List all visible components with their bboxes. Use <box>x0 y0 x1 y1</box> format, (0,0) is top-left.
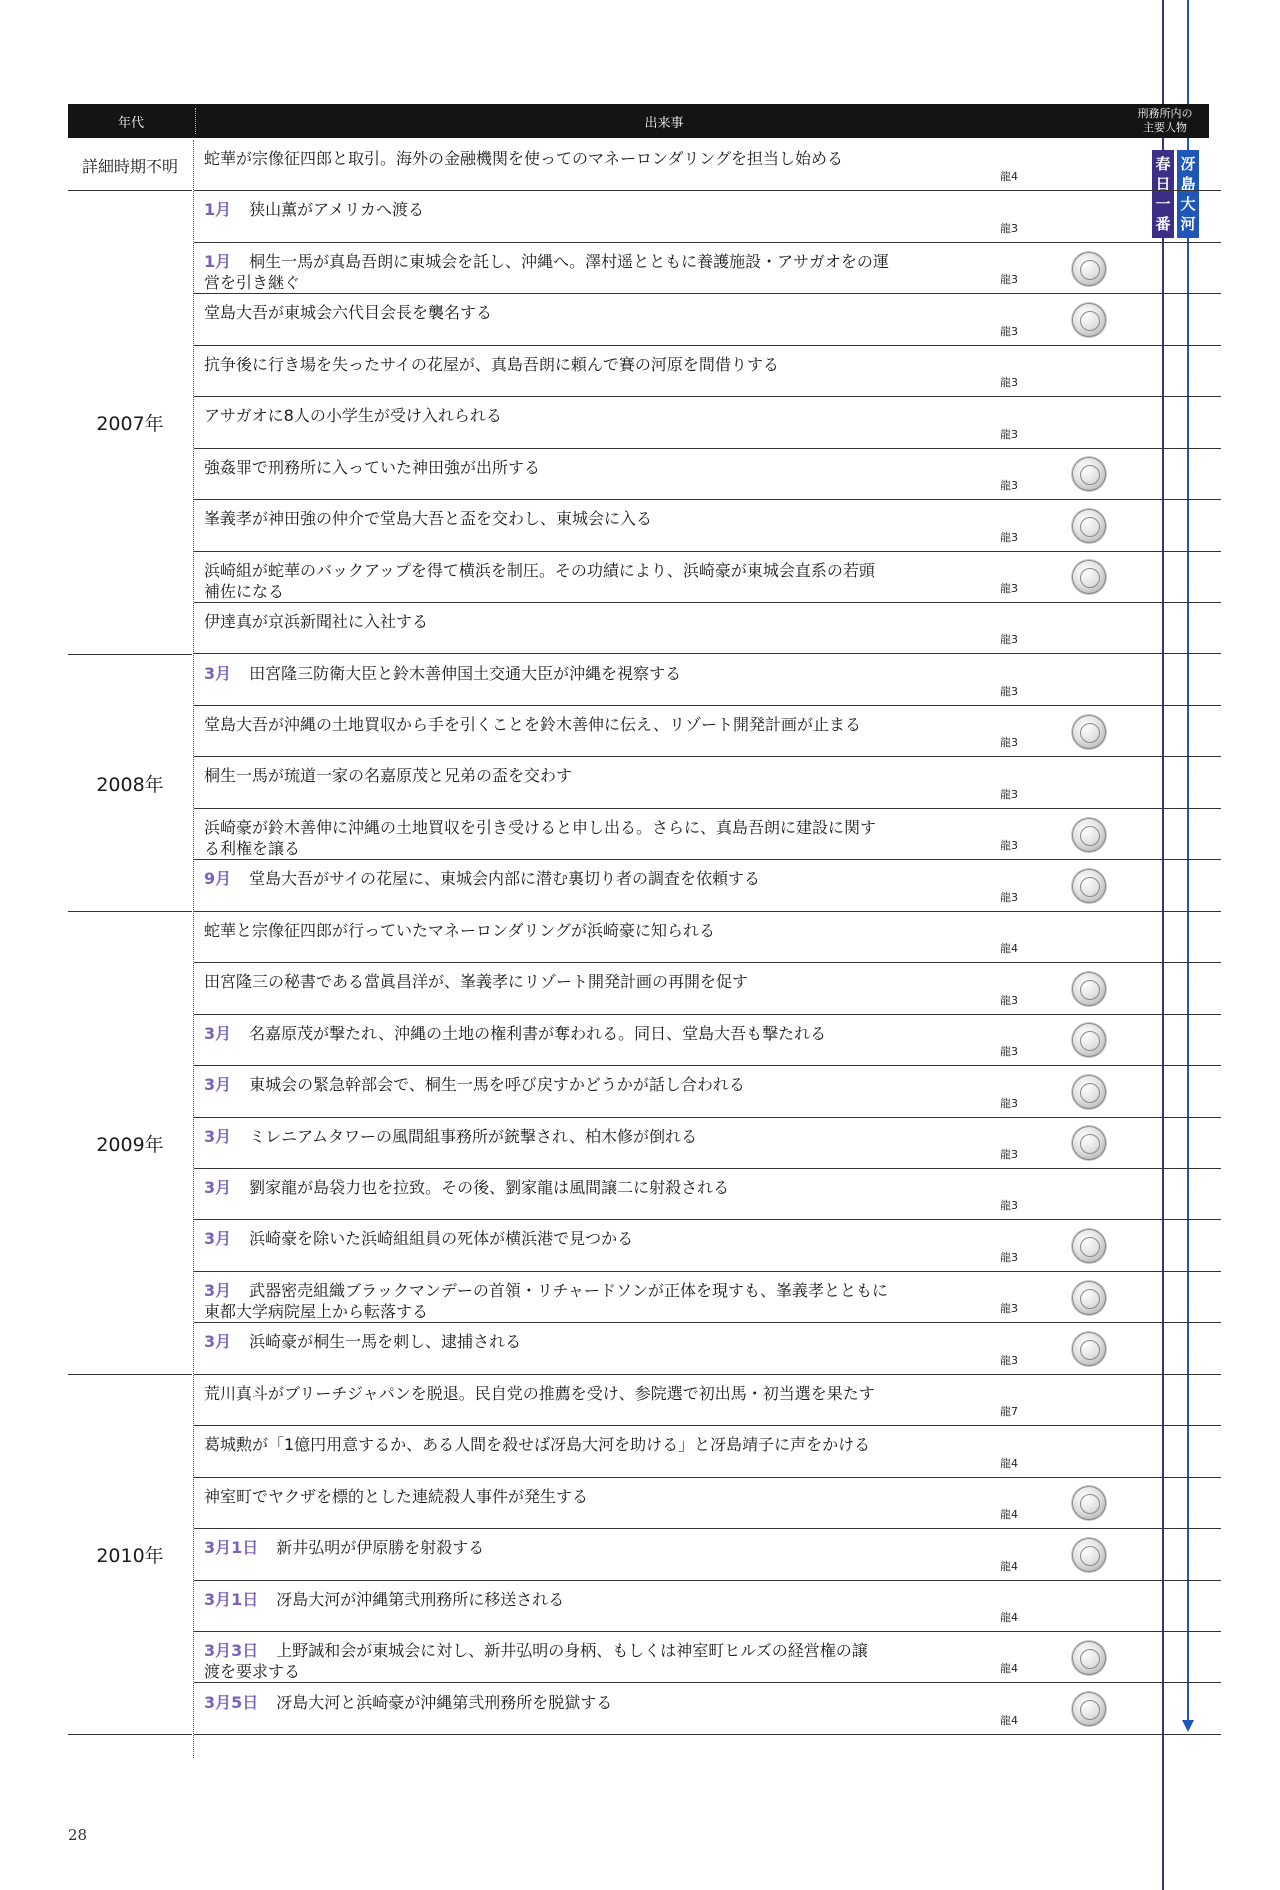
event-description: 蛇華が宗像征四郎と取引。海外の金融機関を使ってのマネーロンダリングを担当し始める <box>204 149 844 168</box>
table-row <box>194 243 1221 294</box>
event-month: 3月 <box>204 1023 232 1043</box>
event-description: アサガオに8人の小学生が受け入れられる <box>204 406 502 426</box>
event-text <box>204 199 971 220</box>
crest-icon <box>1072 715 1106 749</box>
table-row <box>194 294 1221 345</box>
event-text <box>204 508 971 529</box>
table-row <box>194 1118 1221 1169</box>
crest-icon <box>1072 457 1106 491</box>
person-char: 河 <box>1180 215 1196 233</box>
header-year-label: 年代 <box>117 115 144 131</box>
event-description: 蛇華と宗像征四郎が行っていたマネーロンダリングが浜崎豪に知られる <box>204 920 716 940</box>
event-description: 浜崎豪が鈴木善伸に沖縄の土地買収を引き受けると申し出る。さらに、真島吾朗に建設に関す る利権を譲る <box>204 817 877 858</box>
event-text <box>204 1331 971 1352</box>
source-ref: 龍3 <box>1000 1147 1018 1161</box>
event-description: 劉家龍が島袋力也を拉致。その後、劉家龍は風間譲二に射殺される <box>249 1178 730 1197</box>
crest-icon <box>1072 818 1106 852</box>
source-ref: 龍3 <box>1000 1353 1018 1367</box>
event-text <box>204 1023 971 1044</box>
person-char: 春 <box>1155 155 1171 173</box>
table-row <box>194 1375 1221 1426</box>
event-text <box>204 251 971 293</box>
event-description: 東城会の緊急幹部会で、桐生一馬を呼び戻すかどうかが話し合われる <box>249 1075 745 1095</box>
table-row <box>194 1632 1221 1683</box>
source-ref: 龍3 <box>1000 479 1018 493</box>
source-ref: 龍4 <box>1000 1456 1018 1470</box>
event-text <box>204 1692 971 1713</box>
source-ref: 龍3 <box>1000 684 1018 698</box>
event-text <box>204 148 971 169</box>
crest-icon <box>1072 1023 1106 1057</box>
event-description: 葛城勲が「1億円用意するか、ある人間を殺せば冴島大河を助ける」と冴島靖子に声をかける <box>204 1435 871 1455</box>
table-row <box>194 1529 1221 1580</box>
event-text <box>204 1074 971 1095</box>
event-description: 上野誠和会が東城会に対し、新井弘明の身柄、もしくは神室町ヒルズの経営権の譲 渡を要求する <box>204 1641 868 1682</box>
crest-icon <box>1072 1692 1106 1726</box>
event-month: 3月 <box>204 1229 232 1249</box>
crest-icon <box>1072 252 1106 286</box>
table-row <box>194 397 1221 448</box>
source-ref: 龍3 <box>1000 839 1018 853</box>
event-month: 3月1日 <box>204 1538 259 1558</box>
crest-icon <box>1072 1075 1106 1109</box>
event-month: 3月 <box>204 1075 232 1095</box>
event-description: 峯義孝が神田強の仲介で堂島大吾と盃を交わし、東城会に入る <box>204 509 653 529</box>
event-text <box>204 868 971 889</box>
source-ref: 龍3 <box>1000 993 1018 1007</box>
event-text <box>204 920 971 941</box>
event-month: 1月 <box>204 200 232 220</box>
event-text <box>204 817 971 859</box>
event-description: 神室町でヤクザを標的とした連続殺人事件が発生する <box>204 1486 589 1506</box>
event-description: 浜崎豪が桐生一馬を刺し、逮捕される <box>249 1332 522 1352</box>
header-persons-label <box>1121 104 1209 138</box>
event-text <box>204 1228 971 1249</box>
page-number: 28 <box>68 1826 88 1844</box>
event-text <box>204 560 971 602</box>
year-label: 2007年 <box>96 413 164 436</box>
event-text <box>204 1640 971 1682</box>
event-month: 1月 <box>204 251 232 271</box>
event-text <box>204 611 971 632</box>
event-description: 堂島大吾が東城会六代目会長を襲名する <box>204 303 493 323</box>
person-char: 島 <box>1180 175 1196 193</box>
event-text <box>204 1280 971 1322</box>
table-row <box>194 1015 1221 1066</box>
table-row <box>194 963 1221 1014</box>
event-description: 冴島大河が沖縄第弐刑務所に移送される <box>276 1589 565 1609</box>
source-ref: 龍3 <box>1000 1302 1018 1316</box>
table-row <box>194 912 1221 963</box>
event-description: 狭山薫がアメリカへ渡る <box>249 200 425 220</box>
table-row <box>194 1272 1221 1323</box>
crest-icon <box>1072 869 1106 903</box>
source-ref: 龍3 <box>1000 273 1018 287</box>
event-month: 3月 <box>204 1332 232 1352</box>
table-row <box>194 1220 1221 1271</box>
source-ref: 龍3 <box>1000 1096 1018 1110</box>
source-ref: 龍3 <box>1000 890 1018 904</box>
event-description: 田宮隆三の秘書である當眞昌洋が、峯義孝にリゾート開発計画の再開を促す <box>204 972 749 992</box>
source-ref: 龍3 <box>1000 1045 1018 1059</box>
event-description: 伊達真が京浜新聞社に入社する <box>204 612 429 632</box>
table-row <box>194 655 1221 706</box>
table-row <box>194 552 1221 603</box>
table-row <box>194 1684 1221 1735</box>
person-char: 番 <box>1155 215 1171 233</box>
event-text <box>204 354 971 375</box>
event-text <box>204 1486 971 1507</box>
table-row <box>194 1169 1221 1220</box>
source-ref: 龍4 <box>1000 1508 1018 1522</box>
source-ref: 龍3 <box>1000 787 1018 801</box>
event-month: 3月5日 <box>204 1692 259 1712</box>
event-text <box>204 1537 971 1558</box>
event-description: 堂島大吾がサイの花屋に、東城会内部に潜む裏切り者の調査を依頼する <box>249 869 761 889</box>
event-text <box>204 1434 971 1455</box>
source-ref: 龍3 <box>1000 221 1018 235</box>
event-description: 堂島大吾が沖縄の土地買収から手を引くことを鈴木善伸に伝え、リゾート開発計画が止まる <box>204 714 861 734</box>
source-ref: 龍3 <box>1000 530 1018 544</box>
source-ref: 龍3 <box>1000 736 1018 750</box>
source-ref: 龍4 <box>1000 1611 1018 1625</box>
event-month: 3月 <box>204 1280 232 1300</box>
event-description: 浜崎豪を除いた浜崎組組員の死体が横浜港で見つかる <box>249 1229 634 1249</box>
event-month: 3月 <box>204 1178 232 1197</box>
event-text <box>204 457 971 478</box>
crest-icon <box>1072 303 1106 337</box>
event-text <box>204 663 971 684</box>
event-text <box>204 302 971 323</box>
event-text <box>204 1383 971 1404</box>
event-month: 3月3日 <box>204 1641 259 1661</box>
event-month: 3月 <box>204 1126 232 1146</box>
event-text <box>204 971 971 992</box>
source-ref: 龍3 <box>1000 324 1018 338</box>
event-text <box>204 405 971 426</box>
table-row <box>194 757 1221 808</box>
table-header <box>68 104 1132 138</box>
person-char: 日 <box>1155 175 1171 193</box>
crest-icon <box>1072 509 1106 543</box>
source-ref: 龍4 <box>1000 1713 1018 1727</box>
year-label: 詳細時期不明 <box>81 157 178 177</box>
source-ref: 龍3 <box>1000 582 1018 596</box>
year-label: 2008年 <box>96 773 164 796</box>
header-event-label: 出来事 <box>644 115 684 131</box>
source-ref: 龍3 <box>1000 1199 1018 1213</box>
event-description: 冴島大河と浜崎豪が沖縄第弐刑務所を脱獄する <box>276 1692 613 1712</box>
table-row <box>194 1426 1221 1477</box>
event-text <box>204 765 971 786</box>
table-row <box>194 1323 1221 1374</box>
event-month: 3月1日 <box>204 1589 259 1609</box>
event-text <box>204 1589 971 1610</box>
table-row <box>194 191 1221 242</box>
event-description: 荒川真斗がブリーチジャパンを脱退。民自党の推薦を受け、参院選で初出馬・初当選を果たす <box>204 1383 875 1403</box>
event-text <box>204 1126 971 1147</box>
event-description: ミレニアムタワーの風間組事務所が銃撃され、柏木修が倒れる <box>249 1126 697 1146</box>
header-persons-line1: 刑務所内の <box>1137 107 1193 120</box>
event-description: 抗争後に行き場を失ったサイの花屋が、真島吾朗に頼んで賽の河原を間借りする <box>204 354 779 374</box>
source-ref: 龍3 <box>1000 376 1018 390</box>
table-row <box>194 860 1221 911</box>
table-row <box>194 603 1221 654</box>
event-description: 名嘉原茂が撃たれ、沖縄の土地の権利書が奪われる。同日、堂島大吾も撃たれる <box>249 1023 827 1043</box>
source-ref: 龍3 <box>1000 427 1018 441</box>
crest-icon <box>1072 1281 1106 1315</box>
year-label: 2009年 <box>96 1133 164 1156</box>
event-month: 9月 <box>204 869 232 889</box>
table-row <box>194 1478 1221 1529</box>
source-ref: 龍4 <box>1000 170 1018 184</box>
table-row <box>194 706 1221 757</box>
event-description: 桐生一馬が琉道一家の名嘉原茂と兄弟の盃を交わす <box>204 766 573 786</box>
event-text <box>204 714 971 735</box>
event-month: 3月 <box>204 663 232 683</box>
crest-icon <box>1072 1641 1106 1675</box>
person-char: 冴 <box>1180 155 1196 173</box>
source-ref: 龍7 <box>1000 1405 1018 1419</box>
source-ref: 龍3 <box>1000 633 1018 647</box>
event-description: 田宮隆三防衛大臣と鈴木善伸国土交通大臣が沖縄を視察する <box>249 663 682 683</box>
table-row <box>194 346 1221 397</box>
source-ref: 龍4 <box>1000 942 1018 956</box>
crest-icon <box>1072 1538 1106 1572</box>
crest-icon <box>1072 1229 1106 1263</box>
event-description: 強姦罪で刑務所に入っていた神田強が出所する <box>204 457 541 477</box>
source-ref: 龍4 <box>1000 1662 1018 1676</box>
table-row <box>194 809 1221 860</box>
crest-icon <box>1072 1126 1106 1160</box>
source-ref: 龍3 <box>1000 1250 1018 1264</box>
table-row <box>194 449 1221 500</box>
person-char: 大 <box>1180 195 1196 213</box>
event-description: 新井弘明が伊原勝を射殺する <box>276 1538 485 1558</box>
table-row <box>194 140 1221 191</box>
year-separator <box>68 1734 192 1735</box>
crest-icon <box>1072 972 1106 1006</box>
table-row <box>194 1581 1221 1632</box>
table-row <box>194 500 1221 551</box>
source-ref: 龍4 <box>1000 1559 1018 1573</box>
event-description: 桐生一馬が真島吾朗に東城会を託し、沖縄へ。澤村遥とともに養護施設・アサガオをの運 営を引き継ぐ <box>204 251 889 292</box>
event-description: 武器密売組織ブラックマンデーの首領・リチャードソンが正体を現すも、峯義孝とともに 東都大学病院屋上から転落する <box>204 1280 889 1321</box>
year-label: 2010年 <box>96 1545 164 1568</box>
crest-icon <box>1072 1332 1106 1366</box>
header-persons-line2: 主要人物 <box>1143 121 1187 134</box>
person-char: 一 <box>1155 195 1171 213</box>
table-row <box>194 1066 1221 1117</box>
event-description: 浜崎組が蛇華のバックアップを得て横浜を制圧。その功績により、浜崎豪が東城会直系の若頭 補佐になる <box>204 560 875 601</box>
event-text <box>204 1177 971 1198</box>
crest-icon <box>1072 560 1106 594</box>
crest-icon <box>1072 1486 1106 1520</box>
